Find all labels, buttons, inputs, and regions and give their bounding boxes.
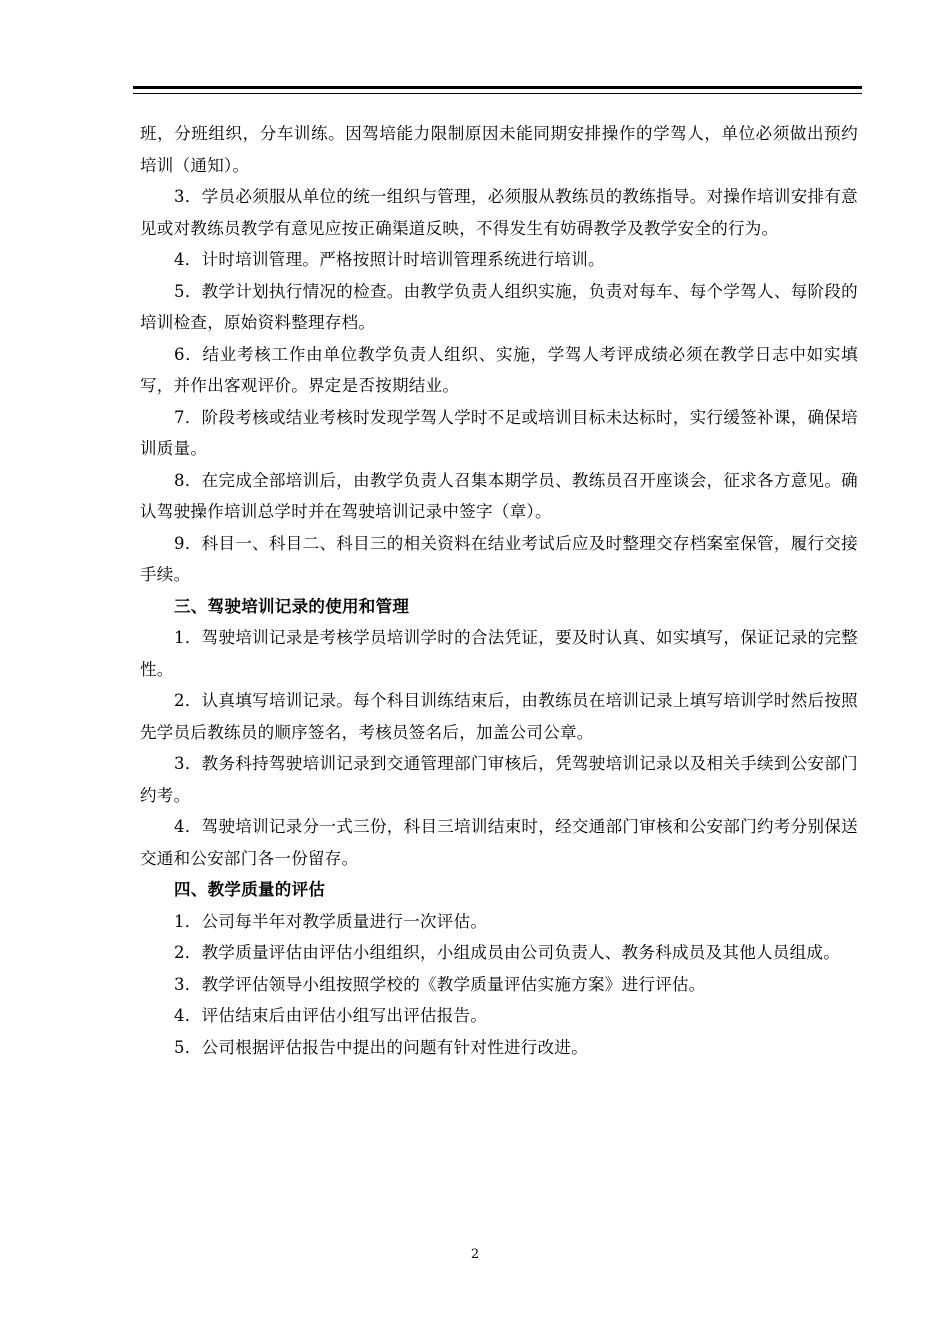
paragraph: 3．学员必须服从单位的统一组织与管理，必须服从教练员的教练指导。对操作培训安排有意见或对教练员教学有意见应按正确渠道反映，不得发生有妨碍教学及教学安全的行为。 (140, 187, 858, 238)
paragraph: 1．公司每半年对教学质量进行一次评估。 (174, 911, 488, 931)
header-rule-thin (133, 93, 862, 94)
page-number: 2 (470, 1247, 480, 1262)
paragraph: 3．教务科持驾驶培训记录到交通管理部门审核后，凭驾驶培训记录以及相关手续到公安部门约考。 (140, 754, 858, 805)
header-rule-thick (133, 86, 862, 89)
paragraph: 9．科目一、科目二、科目三的相关资料在结业考试后应及时整理交存档案室保管，履行交接手续。 (140, 533, 858, 584)
paragraph: 班，分班组织，分车训练。因驾培能力限制原因未能同期安排操作的学驾人，单位必须做出预约培训（通知）。 (140, 124, 858, 175)
paragraph: 7．阶段考核或结业考核时发现学驾人学时不足或培训目标未达标时，实行缓签补课，确保培训质量。 (140, 407, 858, 458)
paragraph: 8．在完成全部培训后，由教学负责人召集本期学员、教练员召开座谈会，征求各方意见。确认驾驶操作培训总学时并在驾驶培训记录中签字（章）。 (140, 470, 858, 521)
paragraph: 4．评估结束后由评估小组写出评估报告。 (174, 1006, 488, 1025)
paragraph: 5．公司根据评估报告中提出的问题有针对性进行改进。 (174, 1037, 588, 1057)
paragraph: 6．结业考核工作由单位教学负责人组织、实施，学驾人考评成绩必须在教学日志中如实填写，并作出客观评价。界定是否按期结业。 (140, 344, 858, 395)
paragraph: 3．教学评估领导小组按照学校的《教学质量评估实施方案》进行评估。 (174, 974, 706, 994)
document-body (140, 118, 858, 1063)
paragraph: 4．计时培训管理。严格按照计时培训管理系统进行培训。 (174, 250, 605, 269)
paragraph: 2．认真填写培训记录。每个科目训练结束后，由教练员在培训记录上填写培训学时然后按照先学员后教练员的顺序签名，考核员签名后，加盖公司公章。 (140, 691, 858, 742)
section-heading: 四、教学质量的评估 (174, 880, 326, 899)
paragraph: 1．驾驶培训记录是考核学员培训学时的合法凭证，要及时认真、如实填写，保证记录的完整性。 (140, 628, 858, 679)
paragraph: 5．教学计划执行情况的检查。由教学负责人组织实施，负责对每车、每个学驾人、每阶段的培训检查，原始资料整理存档。 (140, 281, 858, 332)
section-heading: 三、驾驶培训记录的使用和管理 (174, 596, 410, 616)
paragraph: 2．教学质量评估由评估小组组织，小组成员由公司负责人、教务科成员及其他人员组成。 (174, 943, 840, 962)
paragraph: 4．驾驶培训记录分一式三份，科目三培训结束时，经交通部门审核和公安部门约考分别保送交通和公安部门各一份留存。 (140, 817, 858, 868)
